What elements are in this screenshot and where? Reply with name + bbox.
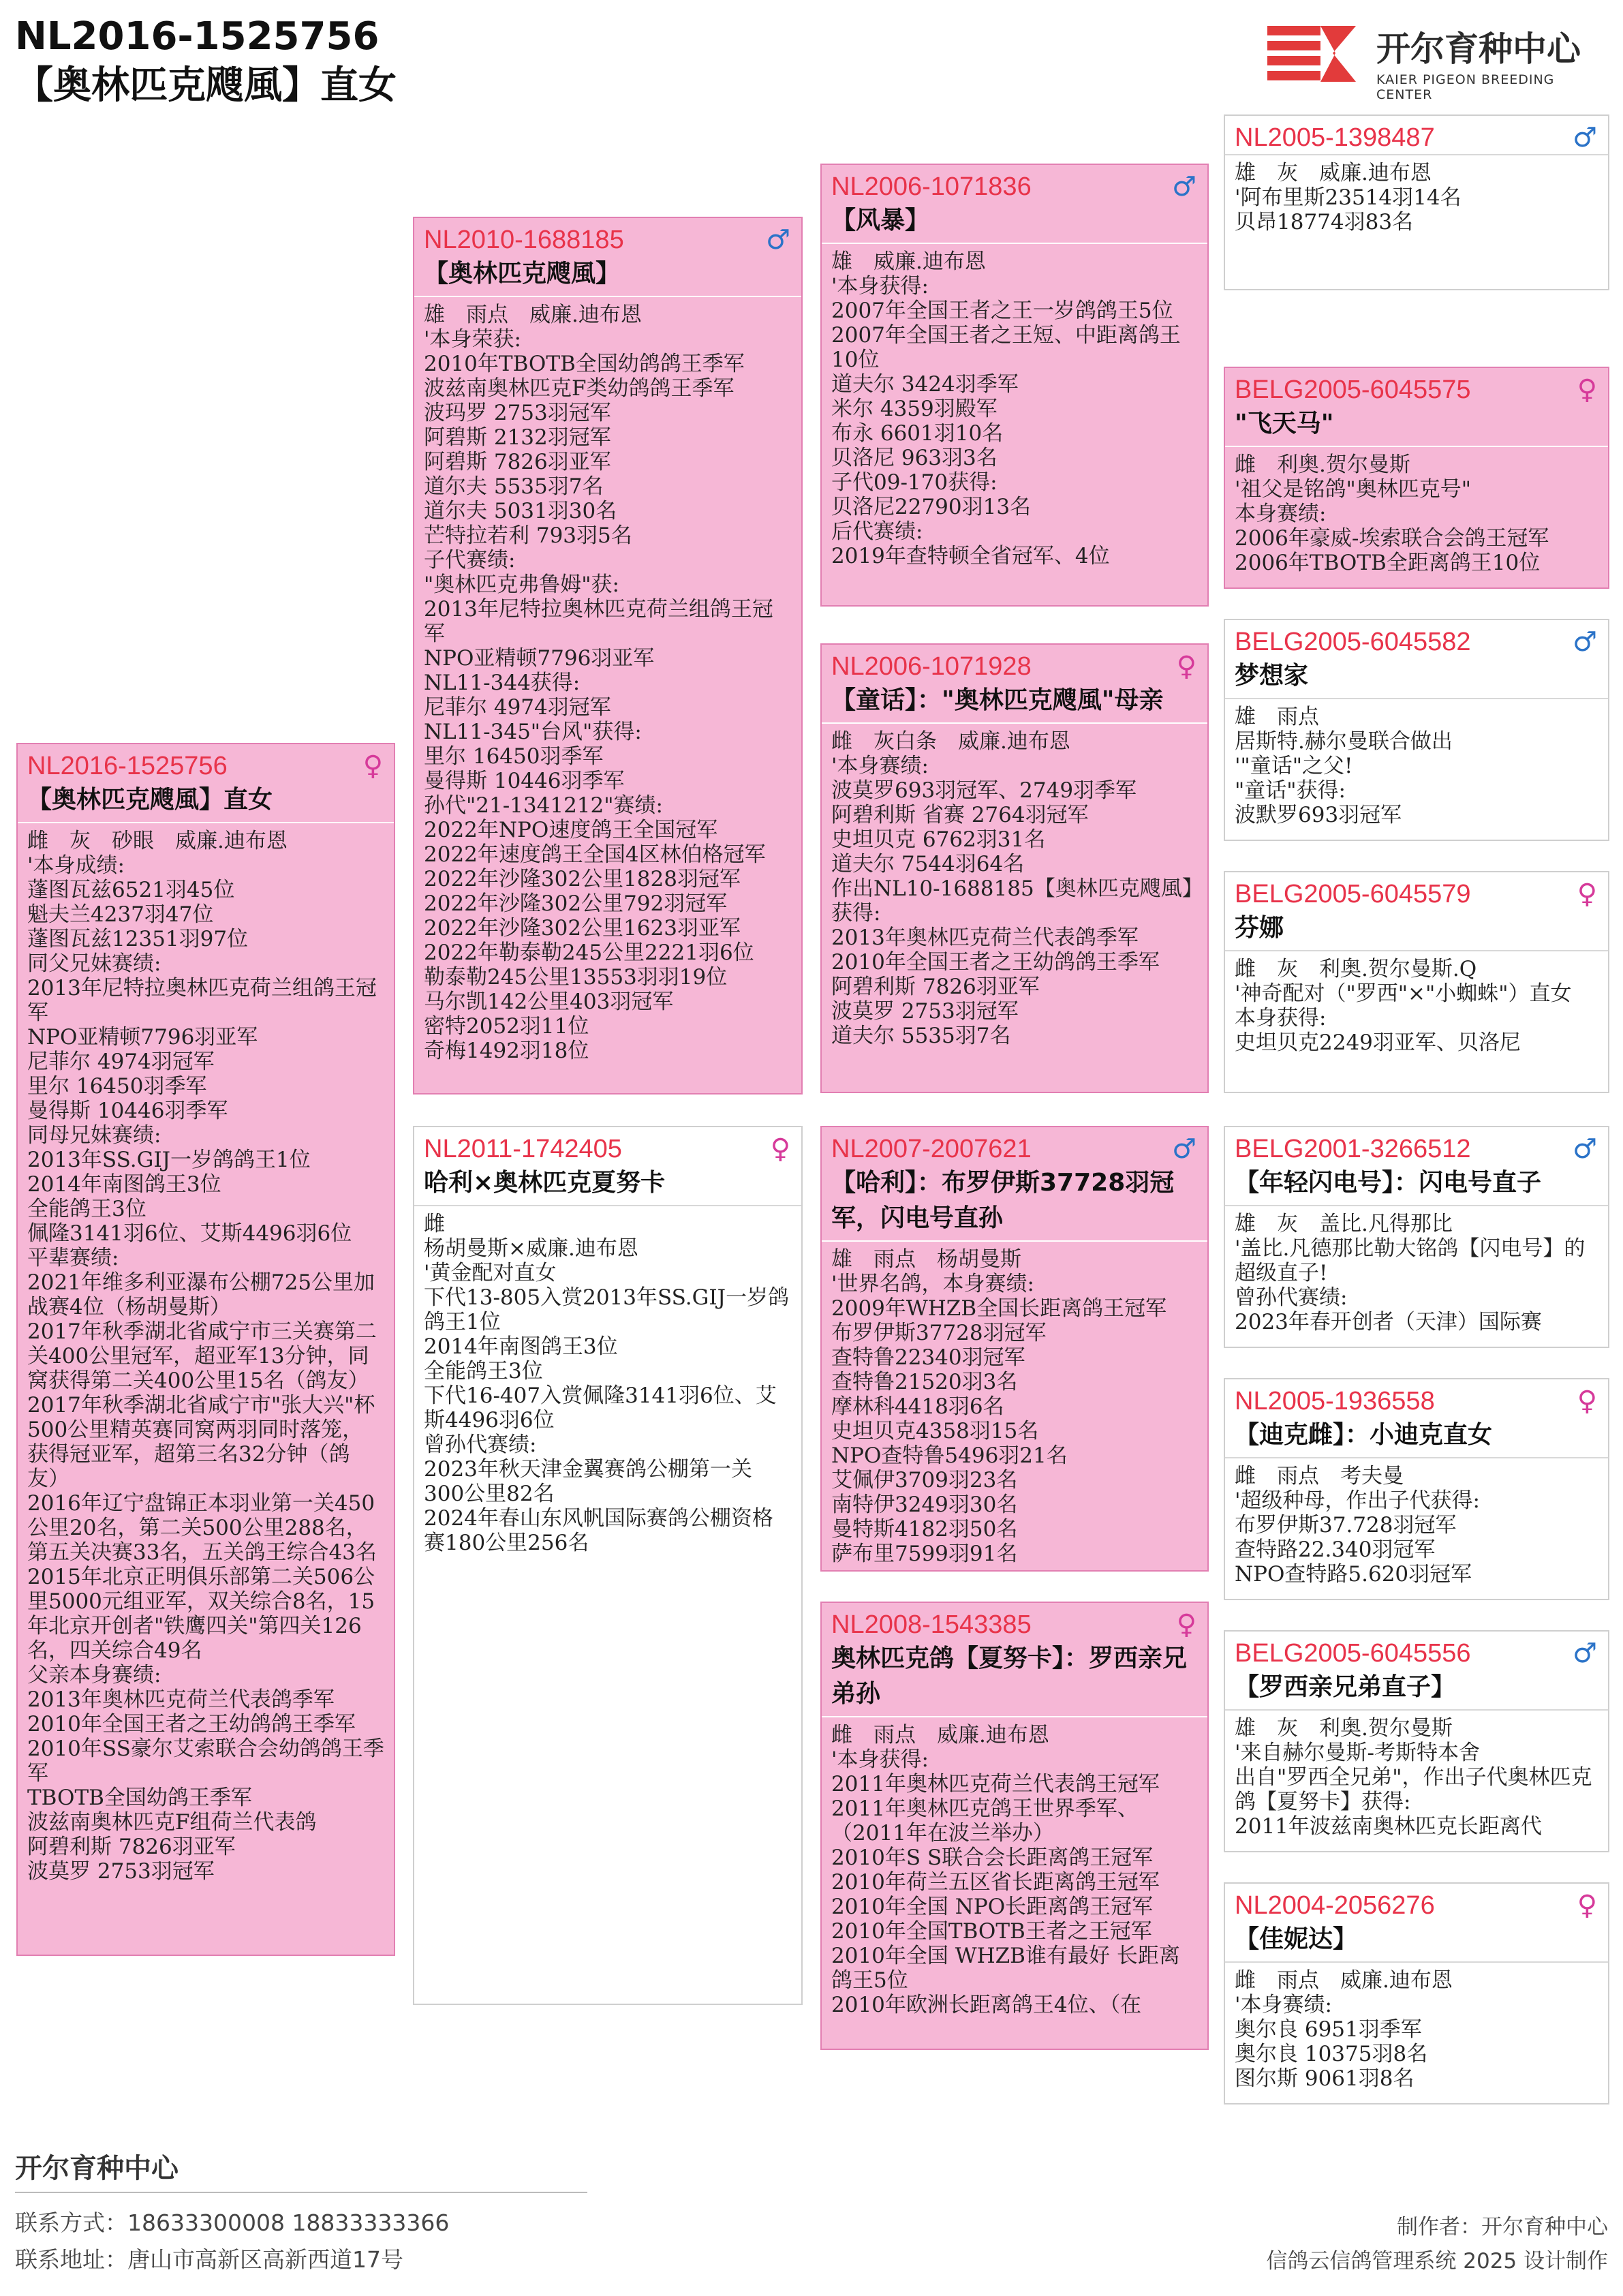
card-dam-dam-sire[interactable]	[1224, 1630, 1609, 1852]
ring-number: NL2016-1525756	[27, 752, 228, 780]
female-icon: ♀	[1577, 1890, 1597, 1921]
ring-number: NL2004-2056276	[1235, 1891, 1435, 1920]
kaier-logo-icon	[1267, 23, 1363, 85]
brand-logo	[1267, 23, 1608, 102]
pigeon-details: 雄 雨点 居斯特.赫尔曼联合做出 '"童话"之父! "童话"获得: 波默罗693羽冠军	[1225, 698, 1608, 827]
footer-contact: 联系方式：18633300008 18833333366	[15, 2209, 450, 2236]
pigeon-name: 【罗西亲兄弟直子】	[1235, 1673, 1456, 1701]
footer-org-name: 开尔育种中心	[15, 2153, 179, 2184]
ring-number: NL2005-1398487	[1235, 123, 1435, 152]
female-icon: ♀	[770, 1133, 790, 1165]
female-icon: ♀	[362, 750, 383, 782]
ring-number: NL2005-1936558	[1235, 1387, 1435, 1415]
pigeon-details: 雄 雨点 杨胡曼斯 '世界名鸽，本身赛绩: 2009年WHZB全国长距离鸽王冠军 布罗伊斯37728羽冠军 查特鲁22340羽冠军 查特鲁21520羽3名 摩林科4418羽6名 史坦贝克4358羽15名 NPO查特鲁5496羽21名 艾佩伊3709羽23名 南特伊3249羽30名 曼特斯4182羽50名 萨布里7599羽91名	[822, 1240, 1207, 1566]
pigeon-details: 雌 杨胡曼斯×威廉.迪布恩 '黄金配对直女 下代13-805入赏2013年SS.GIJ一岁鸽鸽王1位 2014年南图鸽王3位 全能鸽王3位 下代16-407入赏佩隆3141羽6位、艾斯4496羽6位 曾孙代赛绩: 2023年秋天津金翼赛鸽公棚第一关300公里82名 2024年春山东风帆国际赛鸽公棚资格赛180公里256名	[414, 1205, 801, 1555]
card-sire-sire-sire[interactable]	[1224, 114, 1609, 290]
female-icon: ♀	[1577, 374, 1597, 405]
card-dam[interactable]	[413, 1126, 803, 2005]
ring-number: NL2008-1543385	[831, 1610, 1032, 1639]
card-dam-dam-dam[interactable]	[1224, 1882, 1609, 2104]
pigeon-name: "飞天马"	[1235, 410, 1334, 438]
card-subject[interactable]	[16, 743, 395, 1956]
pigeon-details: 雌 灰白条 威廉.迪布恩 '本身赛绩: 波莫罗693羽冠军、2749羽季军 阿碧利斯 省赛 2764羽冠军 史坦贝克 6762羽31名 道夫尔 7544羽64名 作出NL10-1688185【奥林匹克飕風】获得: 2013年奥林匹克荷兰代表鸽季军 2010年全国王者之王幼鸽鸽王季军 阿碧利斯 7826羽亚军 波莫罗 2753羽冠军 道夫尔 5535羽7名	[822, 722, 1207, 1048]
pigeon-details: 雌 雨点 威廉.迪布恩 '本身赛绩: 奥尔良 6951羽季军 奥尔良 10375羽8名 图尔斯 9061羽8名	[1225, 1961, 1608, 2091]
pigeon-details: 雄 灰 威廉.迪布恩 '阿布里斯23514羽14名 贝昂18774羽83名	[1225, 154, 1608, 234]
ring-number: NL2011-1742405	[424, 1135, 622, 1163]
male-icon: ♂	[1573, 1133, 1597, 1165]
footer-divider	[15, 2192, 587, 2193]
pigeon-name: 哈利×奥林匹克夏努卡	[424, 1169, 666, 1197]
card-dam-sire[interactable]	[820, 1126, 1209, 1572]
pigeon-name: 梦想家	[1235, 662, 1309, 690]
pigeon-name: 【迪克雌】：小迪克直女	[1235, 1421, 1493, 1449]
ring-number: BELG2005-6045579	[1235, 880, 1471, 908]
pedigree-ring-number: NL2016-1525756	[15, 14, 380, 59]
card-dam-dam[interactable]	[820, 1602, 1209, 2050]
footer-address: 联系地址：唐山市高新区高新西道17号	[15, 2246, 403, 2273]
logo-chinese-name: 开尔育种中心	[1376, 29, 1581, 69]
female-icon: ♀	[1577, 1386, 1597, 1417]
ring-number: BELG2001-3266512	[1235, 1135, 1471, 1163]
pigeon-details: 雄 灰 盖比.凡得那比 '盖比.凡德那比勒大铭鸽【闪电号】的超级直子! 曾孙代赛绩: 2023年春开创者（天津）国际赛	[1225, 1205, 1608, 1334]
pigeon-details: 雌 灰 利奥.贺尔曼斯.Q '神奇配对（"罗西"×"小蜘蛛"）直女 本身获得: 史坦贝克2249羽亚军、贝洛尼	[1225, 950, 1608, 1055]
male-icon: ♂	[1573, 122, 1597, 153]
pedigree-title: 【奥林匹克飕風】直女	[15, 63, 397, 108]
logo-english-name: KAIER PIGEON BREEDING CENTER	[1376, 72, 1555, 102]
ring-number: BELG2005-6045556	[1235, 1639, 1471, 1668]
card-dam-sire-dam[interactable]	[1224, 1378, 1609, 1600]
ring-number: BELG2005-6045575	[1235, 376, 1471, 404]
male-icon: ♂	[1573, 1638, 1597, 1669]
pigeon-details: 雄 威廉.迪布恩 '本身获得: 2007年全国王者之王一岁鸽鸽王5位 2007年全国王者之王短、中距离鸽王10位 道夫尔 3424羽季军 米尔 4359羽殿军 布永 6601羽10名 贝洛尼 963羽3名 子代09-170获得: 贝洛尼22790羽13名 后代赛绩: 2019年查特顿全省冠军、4位	[822, 243, 1207, 568]
ring-number: NL2007-2007621	[831, 1135, 1032, 1163]
card-sire-dam-dam[interactable]	[1224, 871, 1609, 1093]
pigeon-details: 雌 雨点 考夫曼 '超级种母，作出子代获得: 布罗伊斯37.728羽冠军 查特路22.340羽冠军 NPO查特路5.620羽冠军	[1225, 1457, 1608, 1587]
card-dam-sire-sire[interactable]	[1224, 1126, 1609, 1348]
pigeon-details: 雌 雨点 威廉.迪布恩 '本身获得: 2011年奥林匹克荷兰代表鸽王冠军 2011年奥林匹克鸽王世界季军、（2011年在波兰举办） 2010年S S联合会长距离鸽王冠军 2010年荷兰五区省长距离鸽王冠军 2010年全国 NPO长距离鸽王冠军 2010年全国TBOTB王者之王冠军 2010年全国 WHZB谁有最好 长距离鸽王5位 2010年欧洲长距离鸽王4位、（在	[822, 1716, 1207, 2017]
ring-number: NL2010-1688185	[424, 226, 624, 254]
pigeon-name: 【奥林匹克飕風】直女	[27, 786, 273, 814]
card-sire-dam[interactable]	[820, 643, 1209, 1093]
female-icon: ♀	[1577, 878, 1597, 910]
pigeon-name: 奥林匹克鸽【夏努卡】：罗西亲兄弟孙	[831, 1644, 1188, 1708]
card-sire-dam-sire[interactable]	[1224, 619, 1609, 841]
male-icon: ♂	[1172, 1133, 1196, 1165]
male-icon: ♂	[1172, 171, 1196, 202]
pigeon-details: 雌 灰 砂眼 威廉.迪布恩 '本身成绩: 蓬图瓦兹6521羽45位 魁夫兰4237羽47位 蓬图瓦兹12351羽97位 同父兄妹赛绩: 2013年尼特拉奥林匹克荷兰组鸽王冠军 NPO亚精顿7796羽亚军 尼菲尔 4974羽冠军 里尔 16450羽季军 曼得斯 10446羽季军 同母兄妹赛绩: 2013年SS.GIJ一岁鸽鸽王1位 2014年南图鸽王3位 全能鸽王3位 佩隆3141羽6位、艾斯4496羽6位 平辈赛绩: 2021年维多利亚瀑布公棚725公里加战赛4位（杨胡曼斯） 2017年秋季湖北省咸宁市三关赛第二关400公里冠军，超亚军13分钟，同窝获得第二关400公里15名（鸽友） 2017年秋季湖北省咸宁市"张大兴"杯500公里精英赛同窝两羽同时落笼，获得冠亚军，超第三名32分钟（鸽友） 2016年辽宁盘锦正本羽业第一关450公里20名，第二关500公里288名，第五关决赛33名，五关鸽王综合43名 2015年北京正明俱乐部第二关506公里5000元组亚军，双关综合8名，15年北京开创者"铁鹰四关"第四关126名，四关综合49名 父亲本身赛绩: 2013年奥林匹克荷兰代表鸽季军 2010年全国王者之王幼鸽鸽王季军 2010年SS豪尔艾索联合会幼鸽鸽王季军 TBOTB全国幼鸽王季军 波兹南奥林匹克F组荷兰代表鸽 阿碧利斯 7826羽亚军 波莫罗 2753羽冠军	[18, 822, 394, 1884]
pigeon-details: 雄 雨点 威廉.迪布恩 '本身荣获: 2010年TBOTB全国幼鸽鸽王季军 波兹南奥林匹克F类幼鸽鸽王季军 波玛罗 2753羽冠军 阿碧斯 2132羽冠军 阿碧斯 7826羽亚军 道尔夫 5535羽7名 道尔夫 5031羽30名 芒特拉若利 793羽5名 子代赛绩: "奥林匹克弗鲁姆"获: 2013年尼特拉奥林匹克荷兰组鸽王冠军 NPO亚精顿7796羽亚军 NL11-344获得: 尼菲尔 4974羽冠军 NL11-345"台风"获得: 里尔 16450羽季军 曼得斯 10446羽季军 孙代"21-1341212"赛绩: 2022年NPO速度鸽王全国冠军 2022年速度鸽王全国4区林伯格冠军 2022年沙隆302公里1828羽冠军 2022年沙隆302公里792羽冠军 2022年沙隆302公里1623羽亚军 2022年勒泰勒245公里2221羽6位 勒泰勒245公里13553羽羽19位 马尔凯142公里403羽冠军 密特2052羽11位 奇梅1492羽18位	[414, 296, 801, 1063]
pigeon-name: 【哈利】：布罗伊斯37728羽冠军，闪电号直孙	[831, 1169, 1175, 1232]
male-icon: ♂	[1573, 626, 1597, 658]
pigeon-details: 雄 灰 利奥.贺尔曼斯 '来自赫尔曼斯-考斯特本舍 出自"罗西全兄弟"，作出子代奥林匹克鸽【夏努卡】获得: 2011年波兹南奥林匹克长距离代	[1225, 1709, 1608, 1839]
pigeon-name: 【年轻闪电号】：闪电号直子	[1235, 1169, 1542, 1197]
pigeon-details: 雌 利奥.贺尔曼斯 '祖父是铭鸽"奥林匹克号" 本身赛绩: 2006年豪威-埃索联合会鸽王冠军 2006年TBOTB全距离鸽王10位	[1225, 446, 1608, 575]
female-icon: ♀	[1176, 1609, 1196, 1640]
female-icon: ♀	[1176, 651, 1196, 682]
card-sire[interactable]	[413, 217, 803, 1095]
ring-number: NL2006-1071836	[831, 172, 1032, 201]
card-sire-sire[interactable]	[820, 164, 1209, 607]
footer-system: 信鸽云信鸽管理系统 2025 设计制作	[1266, 2249, 1608, 2274]
pigeon-name: 【佳妮达】	[1235, 1925, 1358, 1953]
pigeon-name: 芬娜	[1235, 914, 1284, 942]
card-sire-sire-dam[interactable]	[1224, 367, 1609, 589]
ring-number: BELG2005-6045582	[1235, 628, 1471, 656]
pigeon-name: 【风暴】	[831, 206, 930, 234]
footer-maker: 制作者：开尔育种中心	[1397, 2215, 1608, 2239]
pigeon-name: 【童话】："奥林匹克飕風"母亲	[831, 686, 1164, 714]
pigeon-name: 【奥林匹克飕風】	[424, 260, 621, 288]
male-icon: ♂	[766, 224, 790, 256]
ring-number: NL2006-1071928	[831, 652, 1032, 681]
